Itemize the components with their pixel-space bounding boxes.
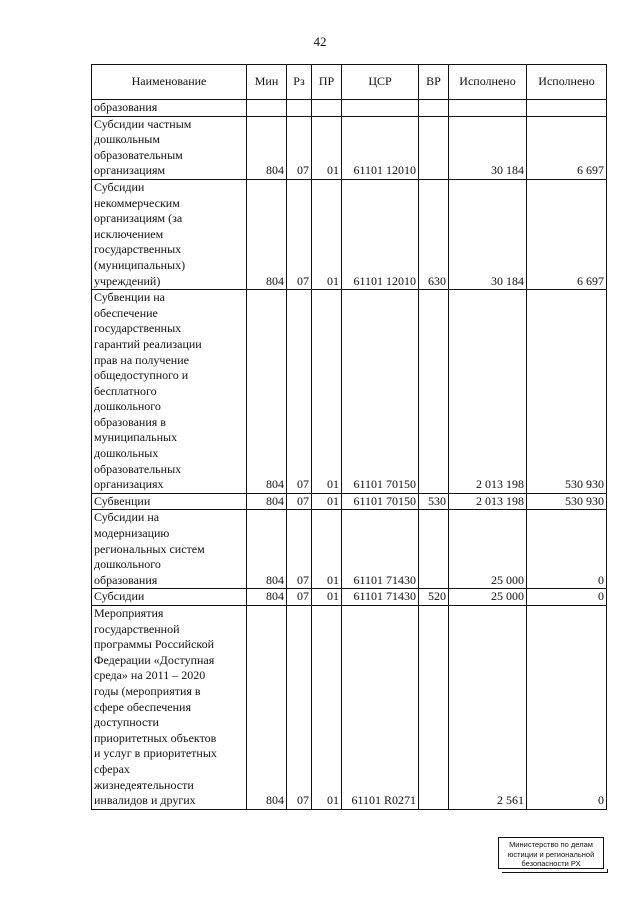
cell-vr: 520 — [419, 589, 449, 606]
cell-executed-1: 30 184 — [449, 116, 527, 179]
cell-executed-2: 0 — [527, 606, 607, 810]
cell-pr: 01 — [312, 589, 342, 606]
header-vr: ВР — [419, 65, 449, 100]
cell-rz: 07 — [287, 116, 312, 179]
cell-name: образования — [92, 100, 247, 117]
cell-vr: 530 — [419, 493, 449, 510]
cell-executed-1: 25 000 — [449, 589, 527, 606]
cell-name: Субвенции на обеспечение государственных гарантий реализации прав на получение общедоступного и бесплатного дошкольного образования в муниципальных дошкольных образовательных организациях — [92, 290, 247, 494]
cell-vr: 630 — [419, 179, 449, 289]
cell-csr: 61101 70150 — [342, 290, 419, 494]
page-number: 42 — [313, 34, 327, 49]
cell-min: 804 — [247, 493, 287, 510]
cell-name: Мероприятия государственной программы Российской Федерации «Доступная среда» на 2011 – 2020 годы (мероприятия в сфере обеспечения доступности приоритетных объектов и услуг в приоритетных сферах жизнедеятельности инвалидов и других — [92, 606, 247, 810]
cell-pr: 01 — [312, 179, 342, 289]
budget-table — [91, 64, 607, 810]
cell-name: Субсидии некоммерческим организациям (за исключением государственных (муниципальных) учреждений) — [92, 179, 247, 289]
cell-rz: 07 — [287, 290, 312, 494]
header-pr: ПР — [312, 65, 342, 100]
header-executed-1: Исполнено — [449, 65, 527, 100]
cell-executed-1: 2 561 — [449, 606, 527, 810]
cell-name: Субсидии на модернизацию региональных систем дошкольного образования — [92, 510, 247, 589]
cell-vr — [419, 100, 449, 117]
table-row — [92, 510, 607, 589]
cell-rz: 07 — [287, 606, 312, 810]
cell-rz: 07 — [287, 493, 312, 510]
cell-csr: 61101 12010 — [342, 179, 419, 289]
cell-pr: 01 — [312, 290, 342, 494]
cell-executed-1 — [449, 100, 527, 117]
cell-name: Субвенции — [92, 493, 247, 510]
cell-executed-2: 6 697 — [527, 116, 607, 179]
cell-pr: 01 — [312, 493, 342, 510]
table-row — [92, 493, 607, 510]
header-min: Мин — [247, 65, 287, 100]
header-rz: Рз — [287, 65, 312, 100]
table-row — [92, 606, 607, 810]
cell-rz: 07 — [287, 179, 312, 289]
table-row — [92, 179, 607, 289]
cell-pr: 01 — [312, 606, 342, 810]
cell-name: Субсидии — [92, 589, 247, 606]
cell-vr — [419, 606, 449, 810]
header-csr: ЦСР — [342, 65, 419, 100]
cell-csr: 61101 12010 — [342, 116, 419, 179]
cell-min: 804 — [247, 589, 287, 606]
table-row — [92, 116, 607, 179]
table-row — [92, 290, 607, 494]
cell-vr — [419, 116, 449, 179]
cell-vr — [419, 290, 449, 494]
cell-csr: 61101 71430 — [342, 589, 419, 606]
cell-min — [247, 100, 287, 117]
cell-executed-2: 6 697 — [527, 179, 607, 289]
cell-executed-2: 0 — [527, 589, 607, 606]
cell-pr — [312, 100, 342, 117]
cell-csr: 61101 70150 — [342, 493, 419, 510]
cell-csr: 61101 R0271 — [342, 606, 419, 810]
cell-csr — [342, 100, 419, 117]
cell-rz: 07 — [287, 589, 312, 606]
cell-executed-1: 30 184 — [449, 179, 527, 289]
cell-min: 804 — [247, 290, 287, 494]
cell-executed-1: 2 013 198 — [449, 493, 527, 510]
cell-executed-1: 2 013 198 — [449, 290, 527, 494]
cell-executed-2: 530 930 — [527, 290, 607, 494]
cell-executed-2: 0 — [527, 510, 607, 589]
cell-executed-2: 530 930 — [527, 493, 607, 510]
cell-min: 804 — [247, 510, 287, 589]
cell-min: 804 — [247, 179, 287, 289]
cell-vr — [419, 510, 449, 589]
header-executed-2: Исполнено — [527, 65, 607, 100]
cell-min: 804 — [247, 116, 287, 179]
header-name: Наименование — [92, 65, 247, 100]
table-row — [92, 100, 607, 117]
cell-pr: 01 — [312, 116, 342, 179]
table-header — [92, 65, 607, 100]
cell-executed-1: 25 000 — [449, 510, 527, 589]
table-row — [92, 589, 607, 606]
cell-min: 804 — [247, 606, 287, 810]
cell-pr: 01 — [312, 510, 342, 589]
table-body — [92, 100, 607, 810]
cell-csr: 61101 71430 — [342, 510, 419, 589]
cell-name: Субсидии частным дошкольным образовательным организациям — [92, 116, 247, 179]
cell-rz — [287, 100, 312, 117]
ministry-stamp: Министерство по делам юстиции и региональной безопасности РХ — [498, 837, 604, 869]
cell-rz: 07 — [287, 510, 312, 589]
cell-executed-2 — [527, 100, 607, 117]
